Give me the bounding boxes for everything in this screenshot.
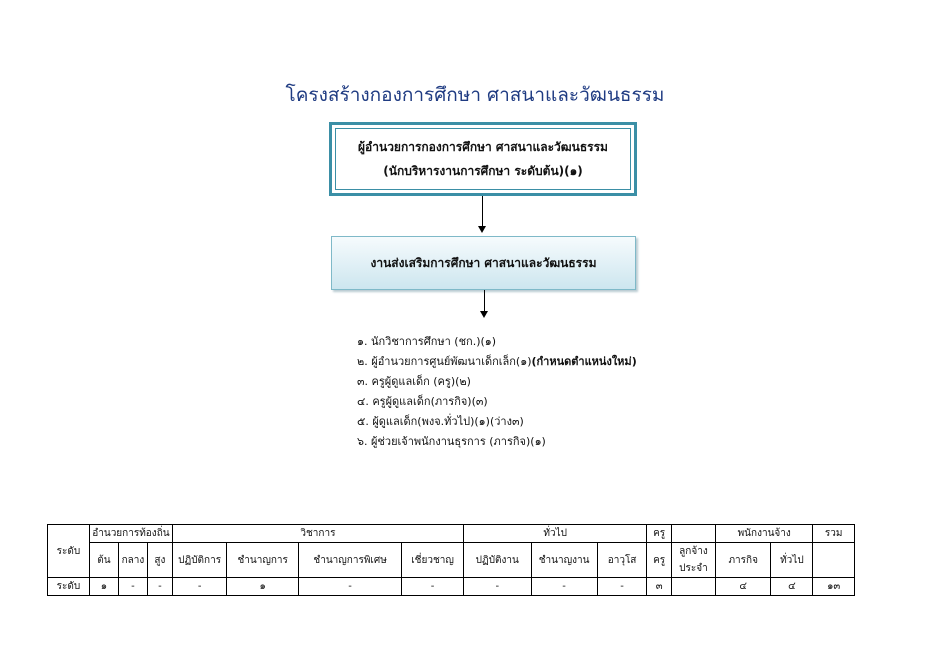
sub-sung: สูง bbox=[147, 543, 172, 578]
connector-line-2 bbox=[484, 290, 485, 312]
sub-ton: ต้น bbox=[89, 543, 118, 578]
cell-khru: ๓ bbox=[647, 578, 671, 596]
list-item: ๖. ผู้ช่วยเจ้าพนักงานธุรการ (ภารกิจ)(๑) bbox=[357, 435, 546, 448]
row-label: ระดับ bbox=[48, 578, 90, 596]
sub-klang: กลาง bbox=[118, 543, 147, 578]
sub-awuso: อาวุโส bbox=[597, 543, 647, 578]
list-item: ๒. ผู้อำนวยการศูนย์พัฒนาเด็กเล็ก(๑)(กำหนดตำแหน่งใหม่) bbox=[357, 355, 637, 368]
director-box bbox=[329, 122, 637, 196]
list-item: ๔. ครูผู้ดูแลเด็ก(ภารกิจ)(๓) bbox=[357, 395, 488, 408]
list-item: ๕. ผู้ดูแลเด็ก(พงจ.ทั่วไป)(๑)(ว่าง๓) bbox=[357, 415, 524, 428]
sub-patibatkan: ปฏิบัติการ bbox=[172, 543, 226, 578]
sub-lukchang-line1: ลูกจ้าง bbox=[679, 546, 708, 557]
director-title: ผู้อำนวยการกองการศึกษา ศาสนาและวัฒนธรรม bbox=[358, 140, 608, 154]
header-blank bbox=[671, 525, 715, 543]
header-general: ทั่วไป bbox=[464, 525, 647, 543]
cell-ton: ๑ bbox=[89, 578, 118, 596]
table-row bbox=[48, 578, 855, 596]
table-header-row bbox=[48, 525, 855, 543]
sub-chiaochan: เชี่ยวชาญ bbox=[402, 543, 464, 578]
arrow-down-icon bbox=[478, 226, 486, 233]
sub-chamnanngan: ชำนาญงาน bbox=[531, 543, 597, 578]
position-list bbox=[357, 332, 637, 452]
header-employee: พนักงานจ้าง bbox=[716, 525, 813, 543]
new-position-note: (กำหนดตำแหน่งใหม่) bbox=[531, 355, 637, 368]
header-local-admin: อำนวยการท้องถิ่น bbox=[89, 525, 172, 543]
sub-lukchang-line2: ประจำ bbox=[679, 563, 708, 574]
education-promotion-label: งานส่งเสริมการศึกษา ศาสนาและวัฒนธรรม bbox=[370, 255, 597, 270]
sub-thuapai: ทั่วไป bbox=[771, 543, 813, 578]
staff-summary-table bbox=[47, 524, 855, 596]
director-level: (นักบริหารงานการศึกษา ระดับต้น)(๑) bbox=[383, 164, 583, 178]
cell-klang: - bbox=[118, 578, 147, 596]
header-total: รวม bbox=[813, 525, 855, 543]
sub-pharakit: ภารกิจ bbox=[716, 543, 771, 578]
header-academic: วิชาการ bbox=[172, 525, 463, 543]
header-teacher: ครู bbox=[647, 525, 671, 543]
header-level: ระดับ bbox=[48, 525, 90, 578]
cell-chamnanngan: - bbox=[531, 578, 597, 596]
cell-awuso: - bbox=[597, 578, 647, 596]
cell-chiaochan: - bbox=[402, 578, 464, 596]
sub-chamnankan: ชำนาญการ bbox=[227, 543, 299, 578]
sub-total-blank bbox=[813, 543, 855, 578]
cell-total: ๑๓ bbox=[813, 578, 855, 596]
arrow-down-icon bbox=[480, 311, 488, 318]
sub-khru: ครู bbox=[647, 543, 671, 578]
sub-patibatngan: ปฏิบัติงาน bbox=[464, 543, 532, 578]
table-subheader-row bbox=[48, 543, 855, 578]
director-box-inner bbox=[335, 128, 631, 190]
cell-chamnankan: ๑ bbox=[227, 578, 299, 596]
list-item: ๓. ครูผู้ดูแลเด็ก (ครู)(๒) bbox=[357, 375, 471, 388]
cell-lukchang bbox=[671, 578, 715, 596]
connector-line-1 bbox=[482, 196, 483, 227]
cell-pharakit: ๔ bbox=[716, 578, 771, 596]
list-item: ๑. นักวิชาการศึกษา (ชก.)(๑) bbox=[357, 335, 497, 348]
cell-sung: - bbox=[147, 578, 172, 596]
cell-chamnankan-pises: - bbox=[299, 578, 402, 596]
education-promotion-box bbox=[331, 236, 636, 290]
sub-chamnankan-pises: ชำนาญการพิเศษ bbox=[299, 543, 402, 578]
cell-thuapai: ๔ bbox=[771, 578, 813, 596]
cell-patibatngan: - bbox=[464, 578, 532, 596]
page-title: โครงสร้างกองการศึกษา ศาสนาและวัฒนธรรม bbox=[285, 84, 665, 106]
cell-patibatkan: - bbox=[172, 578, 226, 596]
sub-lukchang bbox=[671, 543, 715, 578]
